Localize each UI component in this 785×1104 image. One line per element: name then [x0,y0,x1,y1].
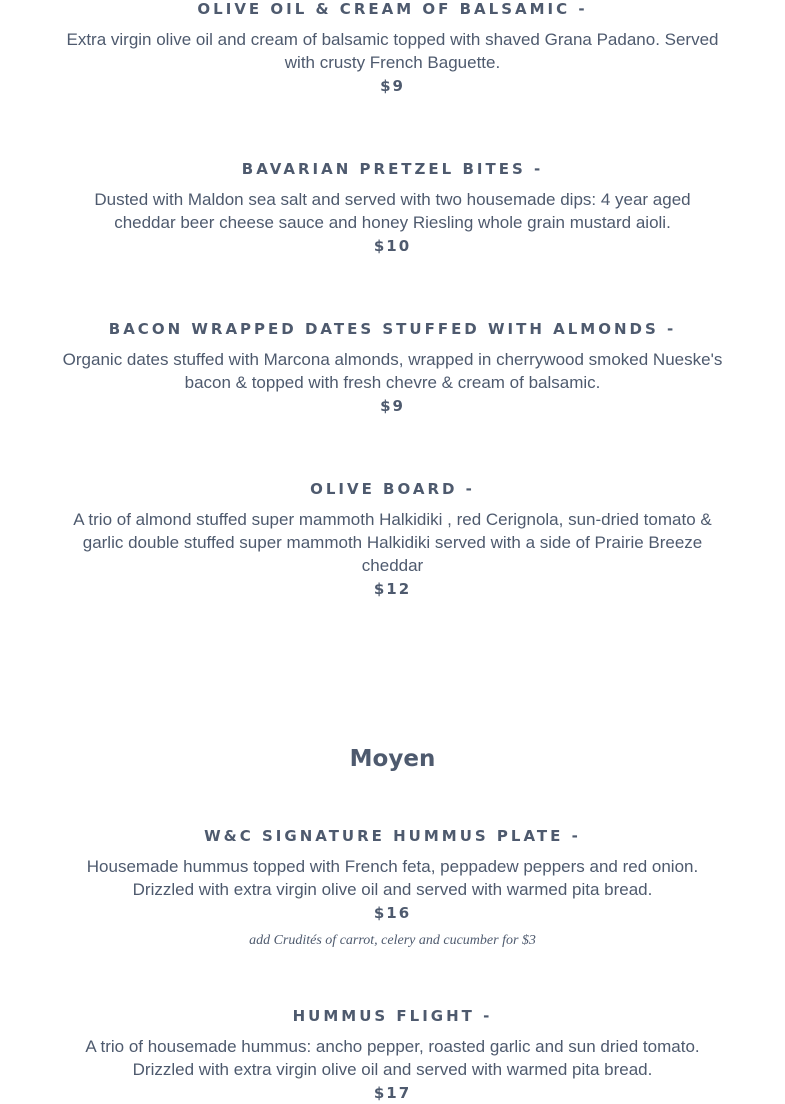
menu-item-bacon-dates [0,319,785,417]
menu-item-title: HUMMUS FLIGHT - [292,1007,493,1025]
menu-item-price: $17 [373,1084,412,1102]
menu-item-pretzel-bites [0,159,785,257]
menu-item-description: A trio of housemade hummus: ancho pepper, roasted garlic and sun dried tomato. Drizzled with extra virgin olive oil and served with warmed pita bread. [85,1037,700,1079]
menu-item-title: BACON WRAPPED DATES STUFFED WITH ALMONDS - [108,320,677,338]
menu-item-addon-note: add Crudités of carrot, celery and cucumber for $3 [249,933,536,948]
menu-item-price: $12 [373,580,412,598]
menu-item-olive-oil-balsamic [0,0,785,97]
menu-item-title: BAVARIAN PRETZEL BITES - [241,160,544,178]
menu-item-price: $10 [373,237,412,255]
menu-item-olive-board [0,479,785,600]
menu-item-price: $16 [373,904,412,922]
menu-item-price: $9 [380,397,405,415]
section-heading: Moyen [349,746,436,772]
menu-item-price: $9 [380,77,405,95]
menu-item-title: OLIVE BOARD - [310,480,475,498]
menu-item-description: Extra virgin olive oil and cream of balsamic topped with shaved Grana Padano. Served with crusty French Baguette. [66,30,719,72]
menu-item-description: Housemade hummus topped with French feta, peppadew peppers and red onion. Drizzled with extra virgin olive oil and served with warmed pita bread. [86,857,699,899]
menu-item-description: A trio of almond stuffed super mammoth Halkidiki , red Cerignola, sun-dried tomato & garlic double stuffed super mammoth Halkidiki served with a side of Prairie Breeze cheddar [73,510,712,575]
menu-item-hummus-flight [0,1006,785,1104]
menu-item-title: OLIVE OIL & CREAM OF BALSAMIC - [197,0,588,18]
menu-item-title: W&C SIGNATURE HUMMUS PLATE - [204,827,581,845]
menu-item-description: Dusted with Maldon sea salt and served with two housemade dips: 4 year aged cheddar beer cheese sauce and honey Riesling whole grain mustard aioli. [94,190,691,232]
menu-item-signature-hummus [0,826,785,950]
menu-item-description: Organic dates stuffed with Marcona almonds, wrapped in cherrywood smoked Nueske's bacon & topped with fresh chevre & cream of balsamic. [62,350,723,392]
